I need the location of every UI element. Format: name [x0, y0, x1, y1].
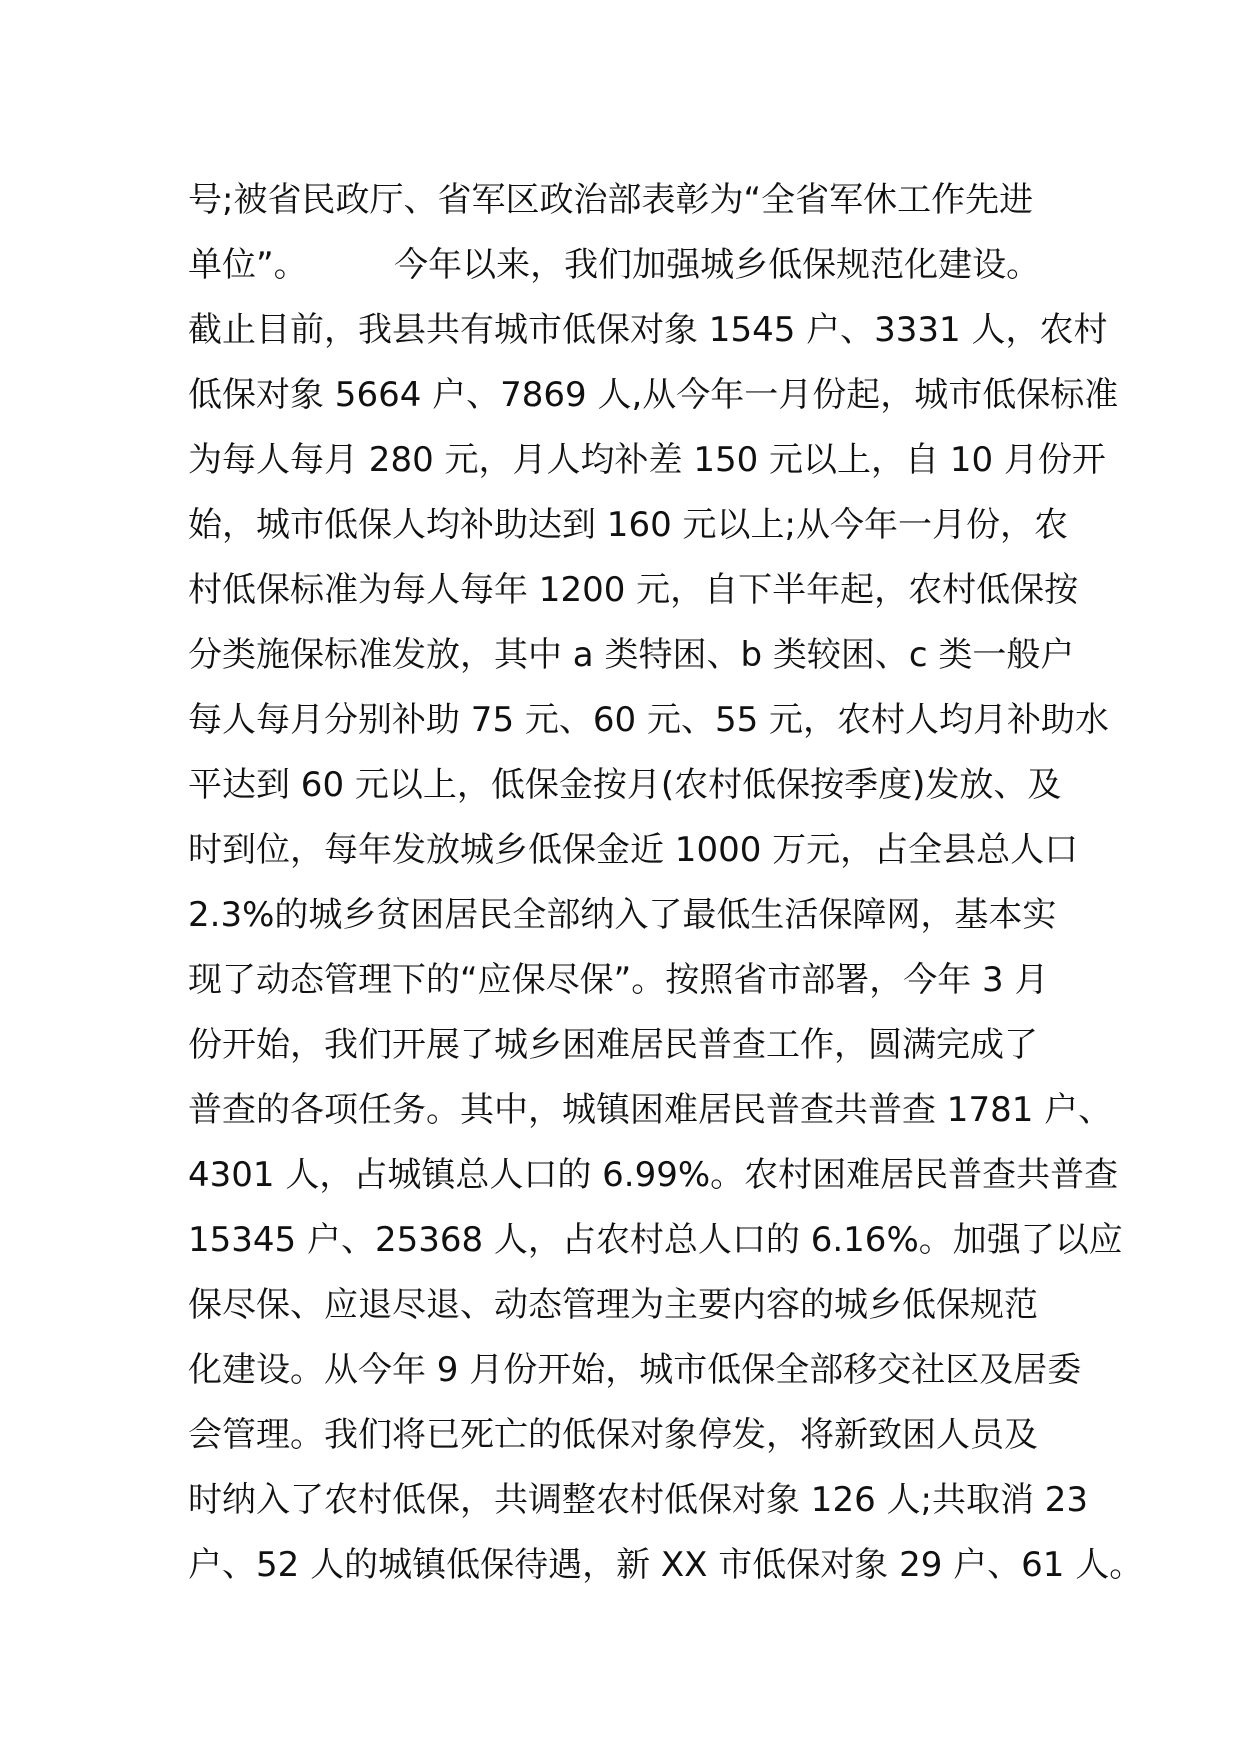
text-line-16: 4301 人，占城镇总人口的 6.99%。农村困难居民普查共普查	[188, 1155, 1119, 1195]
body-text	[188, 168, 1144, 1598]
text-line-22: 户、52 人的城镇低保待遇，新 XX 市低保对象 29 户、61 人。	[188, 1545, 1144, 1585]
text-line-19: 化建设。从今年 9 月份开始，城市低保全部移交社区及居委	[188, 1350, 1082, 1390]
text-line-6: 始，城市低保人均补助达到 160 元以上;从今年一月份，农	[188, 505, 1068, 545]
text-line-14: 份开始，我们开展了城乡困难居民普查工作，圆满完成了	[188, 1025, 1038, 1065]
text-line-1: 号;被省民政厅、省军区政治部表彰为“全省军休工作先进	[188, 180, 1034, 220]
text-line-5: 为每人每月 280 元，月人均补差 150 元以上，自 10 月份开	[188, 440, 1106, 480]
text-line-3: 截止目前，我县共有城市低保对象 1545 户、3331 人，农村	[188, 310, 1108, 350]
text-line-18: 保尽保、应退尽退、动态管理为主要内容的城乡低保规范	[188, 1285, 1038, 1325]
text-line-11: 时到位，每年发放城乡低保金近 1000 万元，占全县总人口	[188, 830, 1079, 870]
text-line-7: 村低保标准为每人每年 1200 元，自下半年起，农村低保按	[188, 570, 1079, 610]
text-line-20: 会管理。我们将已死亡的低保对象停发，将新致困人员及	[188, 1415, 1038, 1455]
text-line-17: 15345 户、25368 人，占农村总人口的 6.16%。加强了以应	[188, 1220, 1123, 1260]
text-line-2: 单位”。 今年以来，我们加强城乡低保规范化建设。	[188, 245, 1041, 285]
text-line-10: 平达到 60 元以上，低保金按月(农村低保按季度)发放、及	[188, 765, 1062, 805]
text-line-21: 时纳入了农村低保，共调整农村低保对象 126 人;共取消 23	[188, 1480, 1089, 1520]
text-line-8: 分类施保标准发放，其中 a 类特困、b 类较困、c 类一般户	[188, 635, 1075, 675]
text-line-13: 现了动态管理下的“应保尽保”。按照省市部署，今年 3 月	[188, 960, 1049, 1000]
text-line-9: 每人每月分别补助 75 元、60 元、55 元，农村人均月补助水	[188, 700, 1110, 740]
text-line-15: 普查的各项任务。其中，城镇困难居民普查共普查 1781 户、	[188, 1090, 1113, 1130]
text-line-12: 2.3%的城乡贫困居民全部纳入了最低生活保障网，基本实	[188, 895, 1057, 935]
text-line-4: 低保对象 5664 户、7869 人,从今年一月份起，城市低保标准	[188, 375, 1119, 415]
